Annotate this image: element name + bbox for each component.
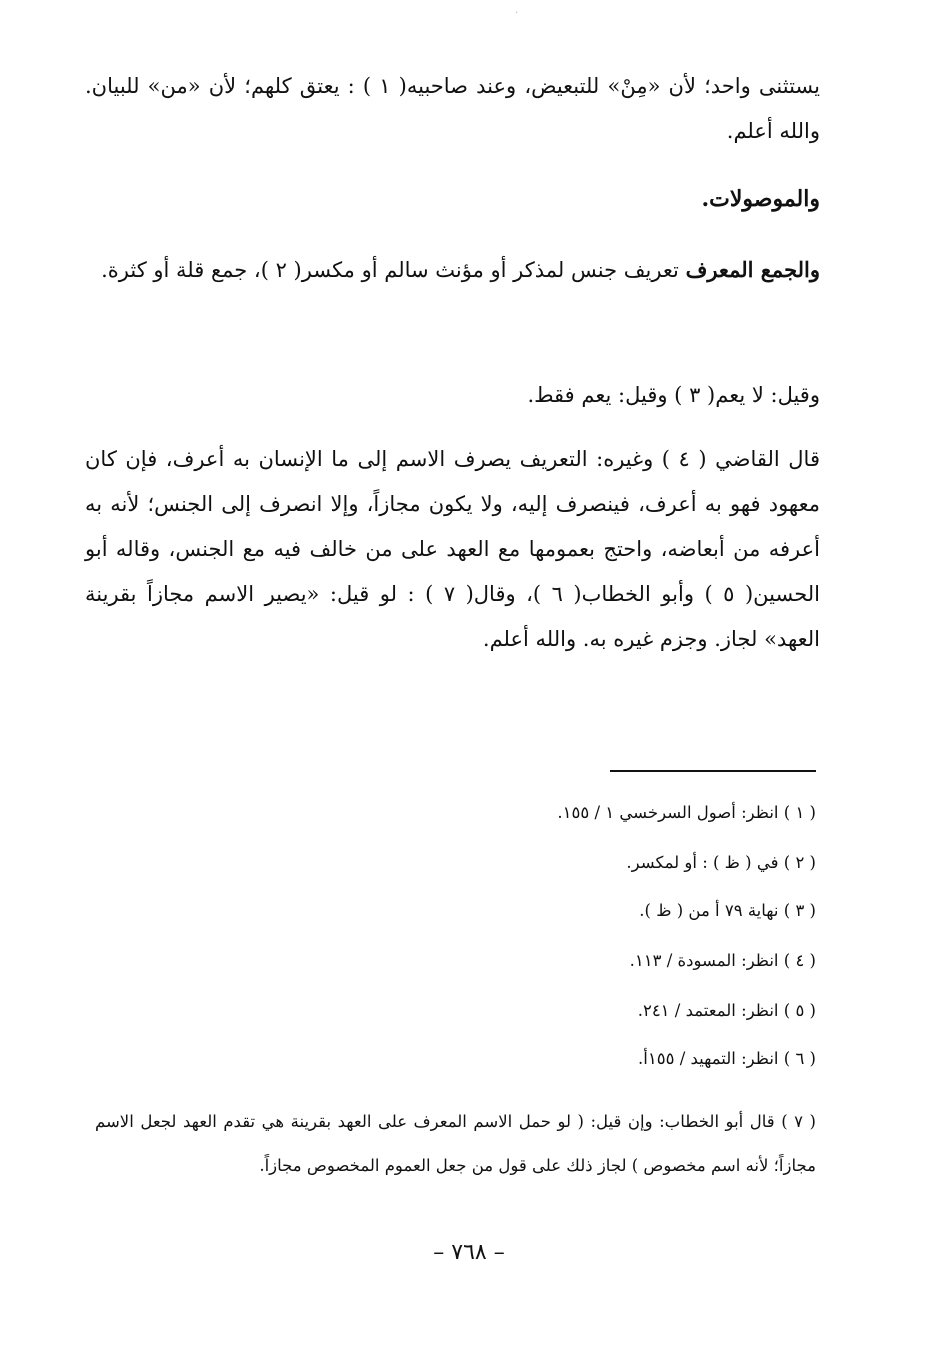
paragraph-5: قال القاضي ( ٤ ) وغيره: التعريف يصرف الاسم إلى ما الإنسان به أعرف، فإن كان معهود فهو به أعرف، فينصرف إليه، ولا يكون مجازاً، وإلا انصرف إلى الجنس؛ لأنه به أعرفه من أبعاضه، واحتج بعمومها مع العهد على من خالف فيه مع الجنس، وقاله أبو الحسين( ٥ ) وأبو الخطاب( ٦ )، وقال( ٧ ) : لو قيل: «يصير الاسم مجازاً بقرينة العهد» لجاز. وجزم غيره به. والله أعلم. <box>85 447 820 651</box>
footnote-7: ( ٧ ) قال أبو الخطاب: وإن قيل: ( لو حمل الاسم المعرف على العهد بقرينة هي تقدم العهد لجعل الاسم مجازاً؛ لأنه اسم مخصوص ) لجاز ذلك على قول من جعل العموم المخصوص مجازاً. <box>95 1112 816 1175</box>
paragraph-3-bold-term: والجمع المعرف <box>685 257 820 282</box>
paragraph-1: يستثنى واحد؛ لأن «مِنْ» للتبعيض، وعند صاحبيه( ١ ) : يعتق كلهم؛ لأن «من» للبيان. والله أعلم. <box>85 74 820 143</box>
paragraph-4: وقيل: لا يعم( ٣ ) وقيل: يعم فقط. <box>527 383 820 407</box>
page-number: – ٧٦٨ – <box>433 1240 505 1265</box>
footnote-5: ( ٥ ) انظر: المعتمد / ٢٤١. <box>637 1001 816 1020</box>
footnote-1: ( ١ ) انظر: أصول السرخسي ١ / ١٥٥. <box>557 803 816 822</box>
footnote-4: ( ٤ ) انظر: المسودة / ١١٣. <box>629 951 816 970</box>
scan-mark: · <box>515 8 519 19</box>
footnote-2: ( ٢ ) في ( ظ ) : أو لمكسر. <box>626 853 816 872</box>
footnote-6: ( ٦ ) انظر: التمهيد / ١٥٥أ. <box>638 1049 816 1068</box>
footnote-3: ( ٣ ) نهاية ٧٩ أ من ( ظ ). <box>639 901 816 920</box>
paragraph-3-rest: تعريف جنس لمذكر أو مؤنث سالم أو مكسر( ٢ )، جمع قلة أو كثرة. <box>101 258 686 282</box>
footnote-separator <box>610 770 816 772</box>
heading-mawsulat: والموصولات. <box>701 186 820 212</box>
paragraph-3 <box>85 247 820 293</box>
